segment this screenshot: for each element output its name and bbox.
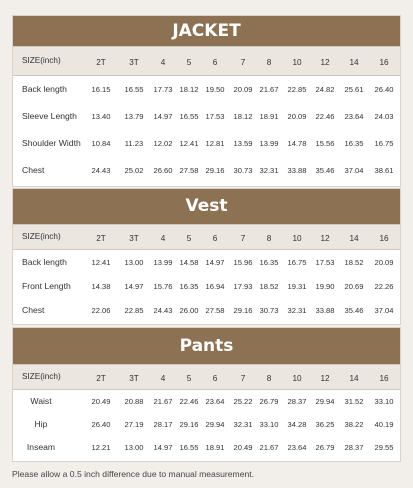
value-cell: 14.58 [179,257,199,267]
size-cell: 4 [160,234,166,243]
value-cell: 20.49 [233,443,253,452]
value-cell: 13.79 [124,112,144,121]
pants-section [12,327,401,462]
value-cell: 21.67 [153,397,173,406]
value-cell: 27.58 [179,166,199,175]
row-label: Shoulder Width [22,138,81,148]
size-cell: 6 [212,374,218,383]
value-cell: 16.35 [179,281,199,291]
value-cell: 37.04 [374,305,394,315]
value-cell: 32.31 [287,305,307,315]
value-cell: 21.67 [259,443,279,452]
value-cell: 35.46 [344,305,364,315]
section-title: Pants [13,328,400,364]
table-row [13,274,400,298]
value-cell: 26.40 [91,420,111,429]
size-cell: 16 [379,234,389,243]
value-cell: 14.78 [287,139,307,148]
table-row [13,250,400,274]
size-cell: 10 [292,58,302,67]
size-cell: 3T [129,234,139,243]
value-cell: 19.90 [315,281,335,291]
table-row [13,157,400,184]
value-cell: 40.19 [374,420,394,429]
value-cell: 18.12 [233,112,253,121]
jacket-section [12,15,401,187]
value-cell: 25.22 [233,397,253,406]
value-cell: 12.41 [91,257,111,267]
value-cell: 20.09 [233,85,253,94]
value-cell: 15.56 [315,139,335,148]
value-cell: 14.97 [153,112,173,121]
size-cell: 7 [240,234,246,243]
value-cell: 37.04 [344,166,364,175]
value-cell: 28.17 [153,420,173,429]
value-cell: 16.55 [179,112,199,121]
size-label: SIZE(inch) [22,372,61,381]
section-title: JACKET [13,16,400,46]
value-cell: 24.43 [91,166,111,175]
value-cell: 12.21 [91,443,111,452]
value-cell: 20.49 [91,397,111,406]
value-cell: 24.82 [315,85,335,94]
value-cell: 16.55 [124,85,144,94]
value-cell: 16.55 [179,443,199,452]
value-cell: 16.94 [205,281,225,291]
table-row [13,298,400,322]
value-cell: 24.03 [374,112,394,121]
size-cell: 14 [349,58,359,67]
row-label: Back length [22,84,67,94]
value-cell: 13.40 [91,112,111,121]
value-cell: 22.85 [287,85,307,94]
value-cell: 20.88 [124,397,144,406]
row-label: Chest [22,165,45,175]
value-cell: 17.93 [233,281,253,291]
size-cell: 2T [96,58,106,67]
value-cell: 29.94 [205,420,225,429]
size-cell: 3T [129,374,139,383]
size-cell: 12 [320,234,330,243]
value-cell: 32.31 [233,420,253,429]
value-cell: 29.16 [205,166,225,175]
value-cell: 23.64 [205,397,225,406]
table-row [13,103,400,130]
value-cell: 25.61 [344,85,364,94]
value-cell: 13.99 [259,139,279,148]
row-label: Inseam [26,442,56,452]
value-cell: 30.73 [233,166,253,175]
value-cell: 16.35 [344,139,364,148]
value-cell: 14.97 [153,443,173,452]
size-cell: 2T [96,374,106,383]
value-cell: 33.10 [259,420,279,429]
value-cell: 14.38 [91,281,111,291]
value-cell: 22.06 [91,305,111,315]
value-cell: 38.61 [374,166,394,175]
value-cell: 29.94 [315,397,335,406]
value-cell: 22.46 [179,397,199,406]
value-cell: 13.00 [124,257,144,267]
value-cell: 28.37 [344,443,364,452]
table-row [13,436,400,459]
size-label: SIZE(inch) [22,56,61,65]
value-cell: 26.40 [374,85,394,94]
value-cell: 15.96 [233,257,253,267]
value-cell: 20.09 [374,257,394,267]
size-cell: 5 [186,374,192,383]
value-cell: 31.52 [344,397,364,406]
value-cell: 21.67 [259,85,279,94]
size-header-row [13,46,400,76]
value-cell: 14.97 [124,281,144,291]
value-cell: 12.81 [205,139,225,148]
row-label: Chest [22,304,45,315]
value-cell: 33.88 [315,305,335,315]
size-cell: 5 [186,234,192,243]
value-cell: 13.00 [124,443,144,452]
size-cell: 16 [379,374,389,383]
size-cell: 8 [266,234,272,243]
value-cell: 38.22 [344,420,364,429]
size-cell: 7 [240,374,246,383]
value-cell: 25.02 [124,166,144,175]
value-cell: 33.10 [374,397,394,406]
value-cell: 22.46 [315,112,335,121]
row-label: Sleeve Length [22,111,77,121]
size-cell: 5 [186,58,192,67]
value-cell: 16.35 [259,257,279,267]
row-label: Waist [30,396,52,406]
value-cell: 20.09 [287,112,307,121]
size-cell: 7 [240,58,246,67]
row-label: Back length [22,256,67,267]
value-cell: 18.91 [259,112,279,121]
value-cell: 27.58 [205,305,225,315]
table-row [13,413,400,436]
value-cell: 16.15 [91,85,111,94]
value-cell: 22.85 [124,305,144,315]
value-cell: 15.76 [153,281,173,291]
value-cell: 19.31 [287,281,307,291]
value-cell: 29.16 [179,420,199,429]
value-cell: 30.73 [259,305,279,315]
value-cell: 20.69 [344,281,364,291]
value-cell: 22.26 [374,281,394,291]
value-cell: 33.88 [287,166,307,175]
value-cell: 12.41 [179,139,199,148]
value-cell: 18.12 [179,85,199,94]
section-title: Vest [13,189,400,224]
value-cell: 18.52 [259,281,279,291]
size-cell: 12 [320,58,330,67]
value-cell: 19.50 [205,85,225,94]
row-label: Front Length [22,280,71,291]
size-cell: 8 [266,58,272,67]
size-cell: 8 [266,374,272,383]
value-cell: 27.19 [124,420,144,429]
value-cell: 13.99 [153,257,173,267]
value-cell: 26.60 [153,166,173,175]
value-cell: 26.00 [179,305,199,315]
size-cell: 3T [129,58,139,67]
value-cell: 13.59 [233,139,253,148]
size-header-row [13,364,400,390]
value-cell: 29.16 [233,305,253,315]
value-cell: 35.46 [315,166,335,175]
value-cell: 16.75 [287,257,307,267]
value-cell: 10.84 [91,139,111,148]
size-cell: 14 [349,374,359,383]
value-cell: 26.79 [315,443,335,452]
value-cell: 23.64 [344,112,364,121]
size-cell: 10 [292,374,302,383]
size-cell: 6 [212,58,218,67]
size-header-row [13,224,400,250]
value-cell: 28.37 [287,397,307,406]
size-cell: 4 [160,374,166,383]
size-cell: 12 [320,374,330,383]
table-row [13,390,400,413]
table-row [13,130,400,157]
size-cell: 6 [212,234,218,243]
size-cell: 4 [160,58,166,67]
value-cell: 17.53 [315,257,335,267]
footer-note: Please allow a 0.5 inch difference due to manual measurement. [12,469,255,479]
value-cell: 26.79 [259,397,279,406]
size-cell: 16 [379,58,389,67]
value-cell: 12.02 [153,139,173,148]
value-cell: 34.28 [287,420,307,429]
size-cell: 10 [292,234,302,243]
value-cell: 16.75 [374,139,394,148]
row-label: Hip [34,419,48,429]
value-cell: 29.55 [374,443,394,452]
value-cell: 17.53 [205,112,225,121]
value-cell: 36.25 [315,420,335,429]
value-cell: 11.23 [124,139,144,148]
value-cell: 24.43 [153,305,173,315]
size-cell: 14 [349,234,359,243]
size-label: SIZE(inch) [22,232,61,241]
table-row [13,76,400,103]
value-cell: 23.64 [287,443,307,452]
value-cell: 18.52 [344,257,364,267]
value-cell: 32.31 [259,166,279,175]
value-cell: 18.91 [205,443,225,452]
value-cell: 17.73 [153,85,173,94]
size-cell: 2T [96,234,106,243]
vest-section [12,188,401,325]
value-cell: 14.97 [205,257,225,267]
